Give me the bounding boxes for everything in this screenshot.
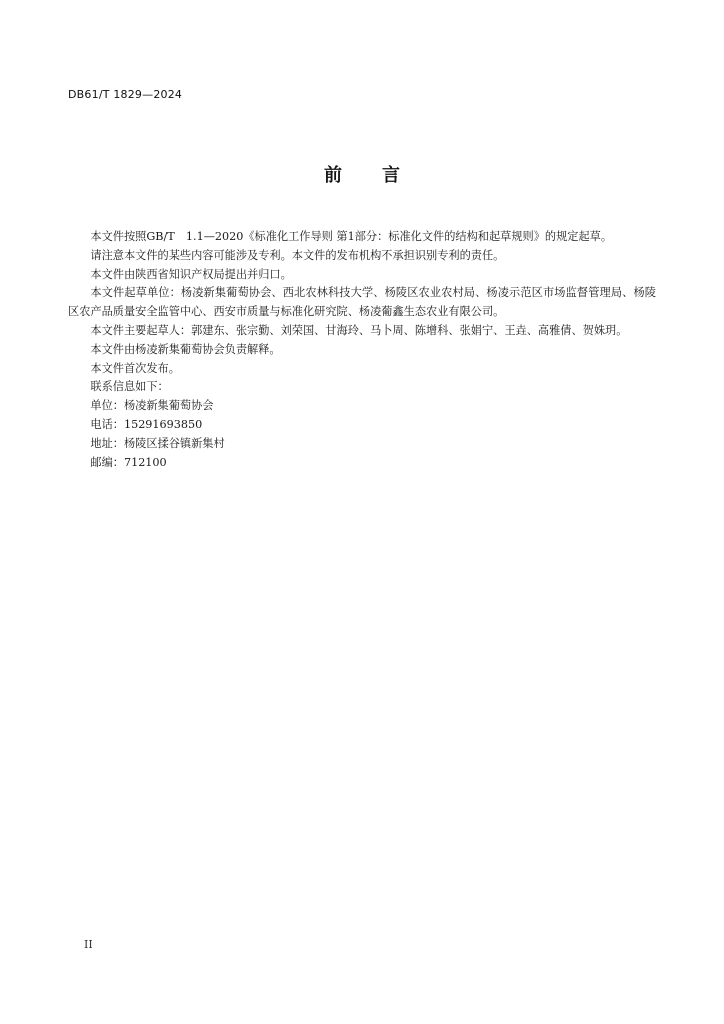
- title-char-1: 前: [324, 165, 342, 186]
- paragraph-contact-postcode: 邮编：712100: [90, 455, 167, 469]
- paragraph-contact-heading: 联系信息如下：: [90, 380, 169, 394]
- paragraph-patent-notice: 请注意本文件的某些内容可能涉及专利。本文件的发布机构不承担识别专利的责任。: [90, 248, 505, 262]
- standard-code: DB61/T 1829—2024: [68, 88, 183, 101]
- paragraph-contact-phone: 电话：15291693850: [90, 417, 203, 431]
- paragraph-drafting-rule: 本文件按照GB/T 1.1—2020《标准化工作导则 第1部分：标准化文件的结构和起草规则》的规定起草。: [90, 230, 613, 243]
- paragraph-first-release: 本文件首次发布。: [90, 361, 180, 375]
- page-number: II: [84, 938, 93, 951]
- preface-body: [68, 228, 656, 472]
- paragraph-drafting-units: 本文件起草单位：杨凌新集葡萄协会、西北农林科技大学、杨陵区农业农村局、杨凌示范区市场监督管理局、杨陵区农产品质量安全监管中心、西安市质量与标准化研究院、杨凌葡鑫生态农业有限公司。: [68, 286, 656, 319]
- title-char-2: 言: [382, 165, 400, 186]
- paragraph-contact-address: 地址：杨陵区揉谷镇新集村: [90, 436, 225, 450]
- page-title: [0, 161, 724, 187]
- paragraph-drafters: 本文件主要起草人：郭建东、张宗勤、刘荣国、甘海玲、马卜周、陈增科、张娟宁、王垚、高雅倩、贺姝玥。: [90, 323, 628, 337]
- paragraph-proposer: 本文件由陕西省知识产权局提出并归口。: [90, 267, 292, 281]
- paragraph-contact-unit: 单位：杨凌新集葡萄协会: [90, 399, 214, 413]
- paragraph-interpretation: 本文件由杨凌新集葡萄协会负责解释。: [90, 342, 281, 356]
